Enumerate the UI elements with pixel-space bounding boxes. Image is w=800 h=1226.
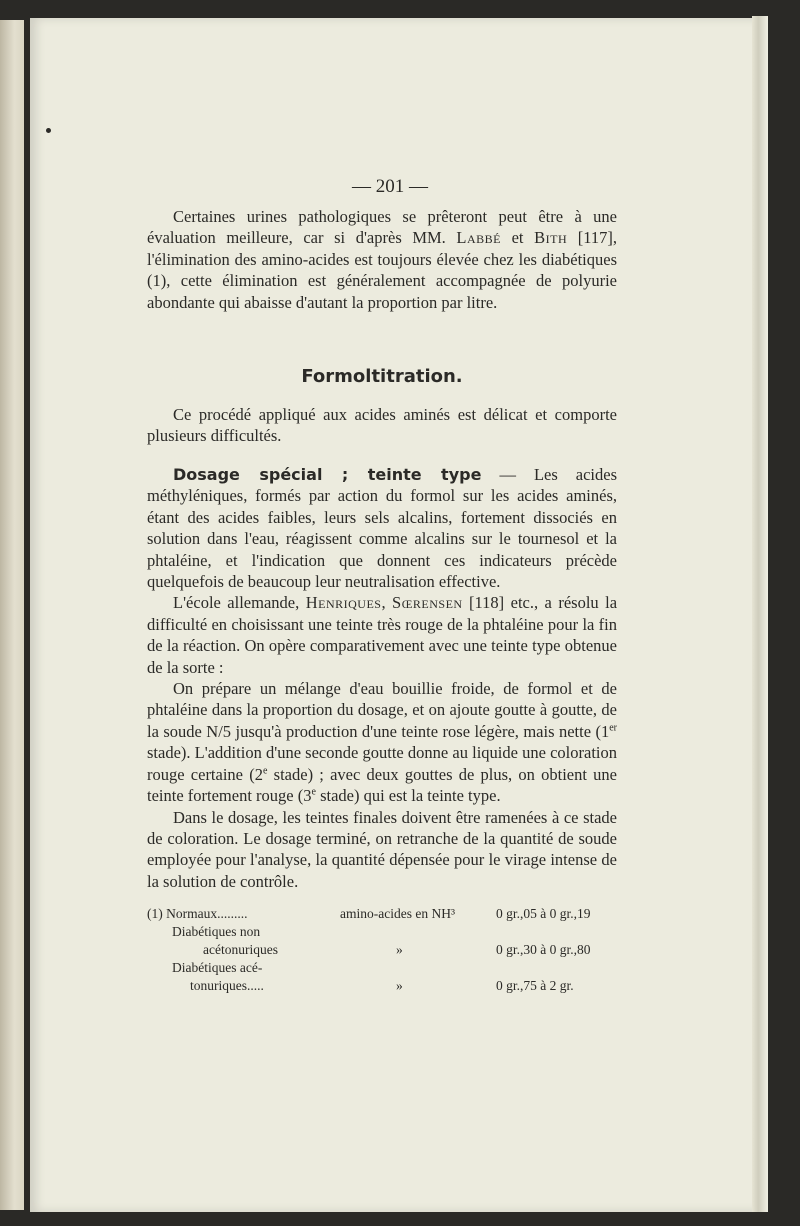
footnote-row2-mid: » [396,942,403,957]
para4-text-c: [118] etc., a résolu la difficulté en choisissant une teinte très rouge de la phtaléine pour la fin de la réaction. On opère comparativement avec une teinte type obtenue de la sorte : [147,593,618,677]
page-number: — 201 — [352,176,428,197]
paragraph-dosage [147,464,617,892]
author-labbe: Labbé [456,228,501,248]
footnote-row3-value: 0 gr.,75 à 2 gr. [496,978,574,993]
para1-text-b: et [501,228,535,248]
footnote-row1-value: 0 gr.,05 à 0 gr.,19 [496,906,591,921]
footnote-row1-label: (1) Normaux......... [147,906,248,921]
footnote-row3-mid: » [396,978,403,993]
section-heading: Formoltitration. [301,366,463,387]
sup-2: e [262,765,268,777]
author-henriques: Henriques [305,593,382,613]
subheading-dosage: Dosage spécial ; teinte type [173,465,482,484]
footnote-row3-label-a: Diabétiques acé- [172,960,263,975]
footnote-row2-value: 0 gr.,30 à 0 gr.,80 [496,942,591,957]
para4-text-b: , [381,593,393,613]
para2-text: Ce procédé appliqué aux acides aminés est délicat et comporte plusieurs difficultés. [147,405,617,446]
paragraph-intro [147,206,617,313]
para5-text-a: On prépare un mélange d'eau bouillie froide, de formol et de phtaléine dans la proportion du dosage, et on ajoute goutte à goutte, de la soude N/5 jusqu'à production d'une teinte rose légère, mais nette (1 [147,679,617,741]
para5-text-b: stade). L'addition d'une seconde goutte donne au liquide une coloration rouge certaine (2 [147,743,617,784]
footnote-row3-label-b: tonuriques..... [190,978,264,993]
para5-text-d: stade) qui est la teinte type. [315,786,501,806]
para5-text-c: stade) ; avec deux gouttes de plus, on obtient une teinte fortement rouge (3 [147,764,617,806]
para1-text-a: Certaines urines pathologiques se prêteront peut être à une évaluation meilleure, car si d'après MM. [147,207,617,248]
footnote-row1-mid: amino-acides en NH³ [340,906,456,921]
para1-text-c: [117], l'élimination des amino-acides est toujours élevée chez les diabétiques (1), cette élimination est généralement accompagnée de polyurie abondante qui abaisse d'autant la proportion par litre. [147,228,617,312]
previous-page-edge [0,20,24,1210]
para3-text: — Les acides méthyléniques, formés par action du formol sur les acides aminés, étant des acides faibles, leurs sels alcalins, fortement dissociés en solution dans l'eau, réagissent comme alcalins sur le tournesol et la phtaléine, et l'indication que donnent ces indicateurs précède quelquefois de beaucoup leur neutralisation effective. [147,465,617,592]
sup-3: e [311,786,316,798]
sup-1: er [609,722,617,734]
paragraph-procedure [147,404,617,447]
para4-text-a: L'école allemande, [173,593,306,613]
page-stack-edge [752,16,768,1212]
author-bith: Bith [534,228,568,248]
footnote-row2-label-a: Diabétiques non [172,924,261,939]
author-soerensen: Sœrensen [392,593,463,613]
para6-text: Dans le dosage, les teintes finales doivent être ramenées à ce stade de coloration. Le dosage terminé, on retranche de la quantité de soude employée pour l'analyse, la quantité dépensée pour le virage intense de la solution de contrôle. [147,807,617,891]
ink-spot [46,128,51,133]
footnote-row2-label-b: acétonuriques [203,942,278,957]
